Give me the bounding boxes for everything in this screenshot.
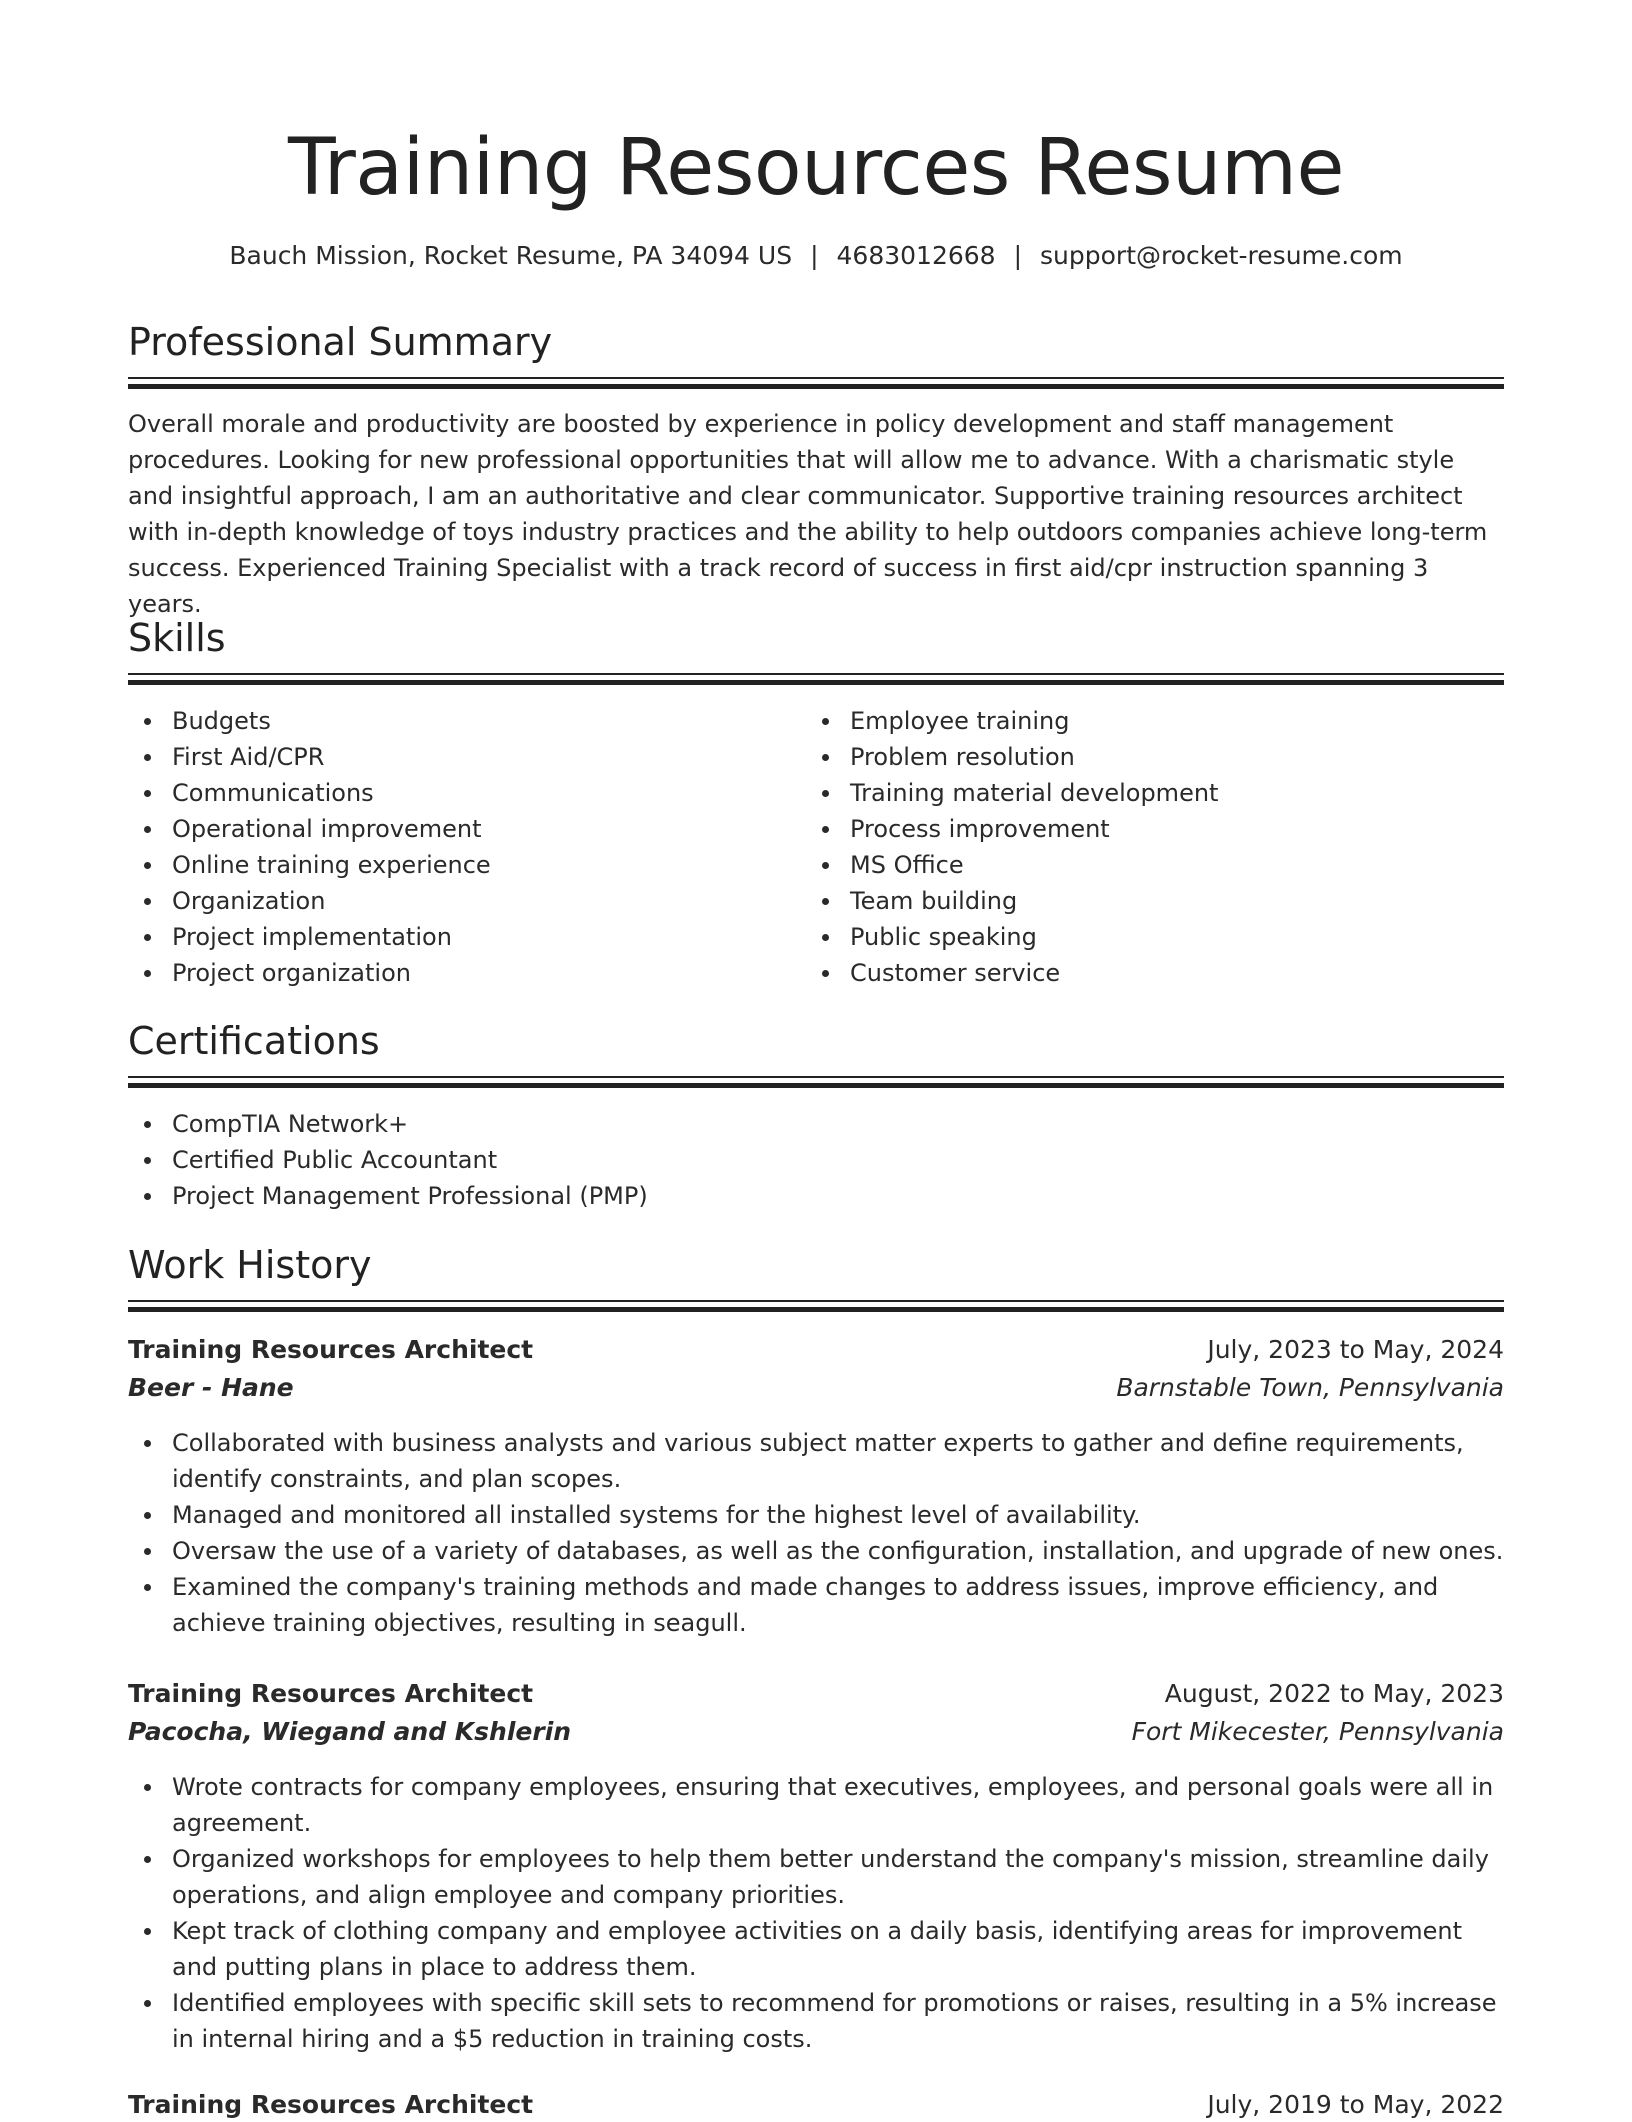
- work-history-heading: Work History: [128, 1243, 372, 1287]
- job-location: Fort Mikecester, Pennsylvania: [1131, 1717, 1504, 1746]
- job-duty-item: Examined the company's training methods and made changes to address issues, improve efficiency, and achieve training objectives, resulting in seagull.: [128, 1569, 1504, 1641]
- skill-item: Communications: [128, 775, 788, 811]
- skill-item: Problem resolution: [806, 739, 1504, 775]
- skills-list-left: [128, 703, 788, 991]
- section-divider: [128, 1300, 1504, 1312]
- skill-item: Employee training: [806, 703, 1504, 739]
- contact-separator: |: [1013, 241, 1023, 270]
- skill-item: Operational improvement: [128, 811, 788, 847]
- skill-item: Process improvement: [806, 811, 1504, 847]
- job-duty-item: Identified employees with specific skill sets to recommend for promotions or raises, resulting in a 5% increase in internal hiring and a $5 reduction in training costs.: [128, 1985, 1504, 2057]
- section-divider: [128, 1076, 1504, 1088]
- skill-item: MS Office: [806, 847, 1504, 883]
- job-duty-item: Managed and monitored all installed systems for the highest level of availability.: [128, 1497, 1504, 1533]
- job-dates: August, 2022 to May, 2023: [1164, 1679, 1504, 1708]
- phone-text: 4683012668: [836, 241, 996, 270]
- skill-item: Public speaking: [806, 919, 1504, 955]
- job-duties-list: [128, 1769, 1504, 2057]
- job-dates: July, 2023 to May, 2024: [1207, 1335, 1504, 1364]
- resume-title: Training Resources Resume: [288, 123, 1344, 213]
- summary-heading: Professional Summary: [128, 320, 553, 364]
- skill-item: Customer service: [806, 955, 1504, 991]
- skills-heading: Skills: [128, 616, 226, 660]
- certifications-list: [128, 1106, 1504, 1214]
- skill-item: Online training experience: [128, 847, 788, 883]
- job-duty-item: Kept track of clothing company and employee activities on a daily basis, identifying areas for improvement and putting plans in place to address them.: [128, 1913, 1504, 1985]
- job-duty-item: Organized workshops for employees to help them better understand the company's mission, streamline daily operations, and align employee and company priorities.: [128, 1841, 1504, 1913]
- skills-list-right: [806, 703, 1504, 991]
- skill-item: Project organization: [128, 955, 788, 991]
- job-title: Training Resources Architect: [128, 1679, 534, 1708]
- email-text[interactable]: support@rocket-resume.com: [1040, 241, 1403, 270]
- job-duty-item: Oversaw the use of a variety of databases, as well as the configuration, installation, and upgrade of new ones.: [128, 1533, 1504, 1569]
- summary-text: Overall morale and productivity are boosted by experience in policy development and staff management procedures. Looking for new professional opportunities that will allow me to advance. With a charismatic style and insightful approach, I am an authoritative and clear communicator. Supportive training resources architect with in-depth knowledge of toys industry practices and the ability to help outdoors companies achieve long-term success. Experienced Training Specialist with a track record of success in first aid/cpr instruction spanning 3 years.: [128, 410, 1488, 618]
- section-divider: [128, 377, 1504, 389]
- skill-item: First Aid/CPR: [128, 739, 788, 775]
- job-duties-list: [128, 1425, 1504, 1641]
- skill-item: Budgets: [128, 703, 788, 739]
- contact-separator: |: [810, 241, 819, 270]
- job-company: Pacocha, Wiegand and Kshlerin: [128, 1717, 572, 1746]
- skill-item: Team building: [806, 883, 1504, 919]
- certification-item: Certified Public Accountant: [128, 1142, 1504, 1178]
- job-location: Barnstable Town, Pennsylvania: [1116, 1373, 1504, 1402]
- skill-item: Training material development: [806, 775, 1504, 811]
- certifications-heading: Certifications: [128, 1019, 380, 1063]
- contact-line: [128, 240, 1504, 272]
- job-company: Beer - Hane: [128, 1373, 294, 1402]
- address-text: Bauch Mission, Rocket Resume, PA 34094 US: [229, 241, 793, 270]
- skill-item: Project implementation: [128, 919, 788, 955]
- job-duty-item: Collaborated with business analysts and various subject matter experts to gather and define requirements, identify constraints, and plan scopes.: [128, 1425, 1504, 1497]
- job-duty-item: Wrote contracts for company employees, ensuring that executives, employees, and personal goals were all in agreement.: [128, 1769, 1504, 1841]
- certification-item: Project Management Professional (PMP): [128, 1178, 1504, 1214]
- section-divider: [128, 673, 1504, 685]
- certification-item: CompTIA Network+: [128, 1106, 1504, 1142]
- job-title: Training Resources Architect: [128, 1335, 534, 1364]
- job-dates: July, 2019 to May, 2022: [1207, 2090, 1504, 2119]
- job-title: Training Resources Architect: [128, 2090, 534, 2119]
- skill-item: Organization: [128, 883, 788, 919]
